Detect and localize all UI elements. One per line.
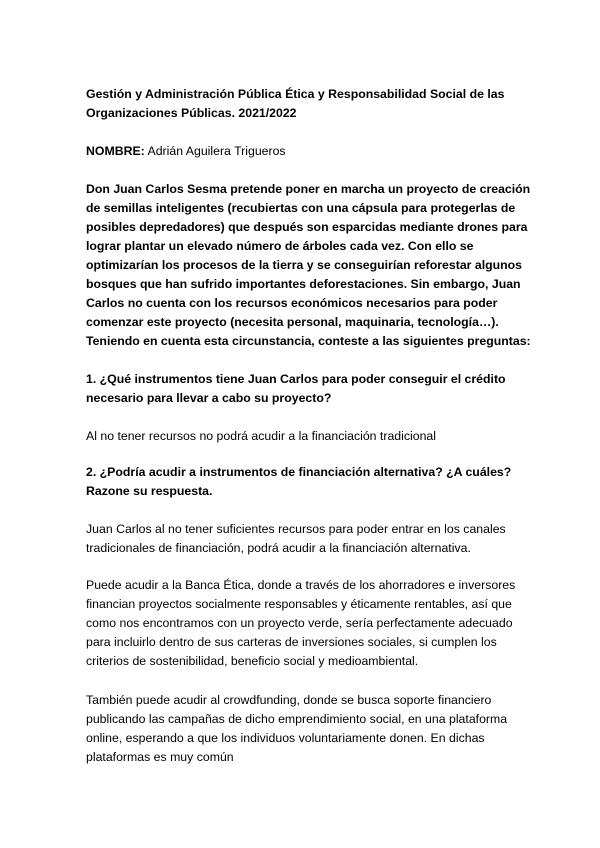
name-label: NOMBRE: bbox=[86, 144, 145, 158]
answer-2-paragraph-3: También puede acudir al crowdfunding, donde se busca soporte financiero publicando las campañas de dicho emprendimiento social, en una plataforma online, esperando a que los individuos voluntariamente donen. En dichas plataformas es muy común bbox=[86, 693, 508, 764]
answer-2-paragraph-2: Puede acudir a la Banca Ética, donde a través de los ahorradores e inversores financian proyectos socialmente responsables y éticamente rentables, así que como nos encontramos con un proyecto verde, sería perfectamente adecuado para incluirlo dentro de sus carteras de inversiones sociales, si cumplen los criterios de sostenibilidad, beneficio social y medioambiental. bbox=[86, 578, 516, 668]
question-2: 2. ¿Podría acudir a instrumentos de financiación alternativa? ¿A cuáles? Razone su respuesta. bbox=[86, 465, 512, 498]
question-1: 1. ¿Qué instrumentos tiene Juan Carlos para poder conseguir el crédito necesario para llevar a cabo su proyecto? bbox=[86, 372, 506, 405]
intro-paragraph: Don Juan Carlos Sesma pretende poner en marcha un proyecto de creación de semillas inteligentes (recubiertas con una cápsula para protegerlas de posibles depredadores) que después son esparcidas mediante drones para lograr plantar un elevado número de árboles cada vez. Con ello se optimizarían los procesos de la tierra y se conseguirían reforestar algunos bosques que han sufrido importantes deforestaciones. Sin embargo, Juan Carlos no cuenta con los recursos económicos necesarios para poder comenzar este proyecto (necesita personal, maquinaria, tecnología…). Teniendo en cuenta esta circunstancia, conteste a las siguientes preguntas: bbox=[86, 182, 531, 348]
answer-1: Al no tener recursos no podrá acudir a la financiación tradicional bbox=[86, 429, 436, 443]
answer-2-paragraph-1: Juan Carlos al no tener suficientes recursos para poder entrar en los canales tradicionales de financiación, podrá acudir a la financiación alternativa. bbox=[86, 522, 506, 555]
name-value: Adrián Aguilera Trigueros bbox=[147, 144, 286, 158]
document-title: Gestión y Administración Pública Ética y Responsabilidad Social de las Organizaciones Públicas. 2021/2022 bbox=[86, 87, 505, 120]
name-line bbox=[86, 142, 540, 161]
